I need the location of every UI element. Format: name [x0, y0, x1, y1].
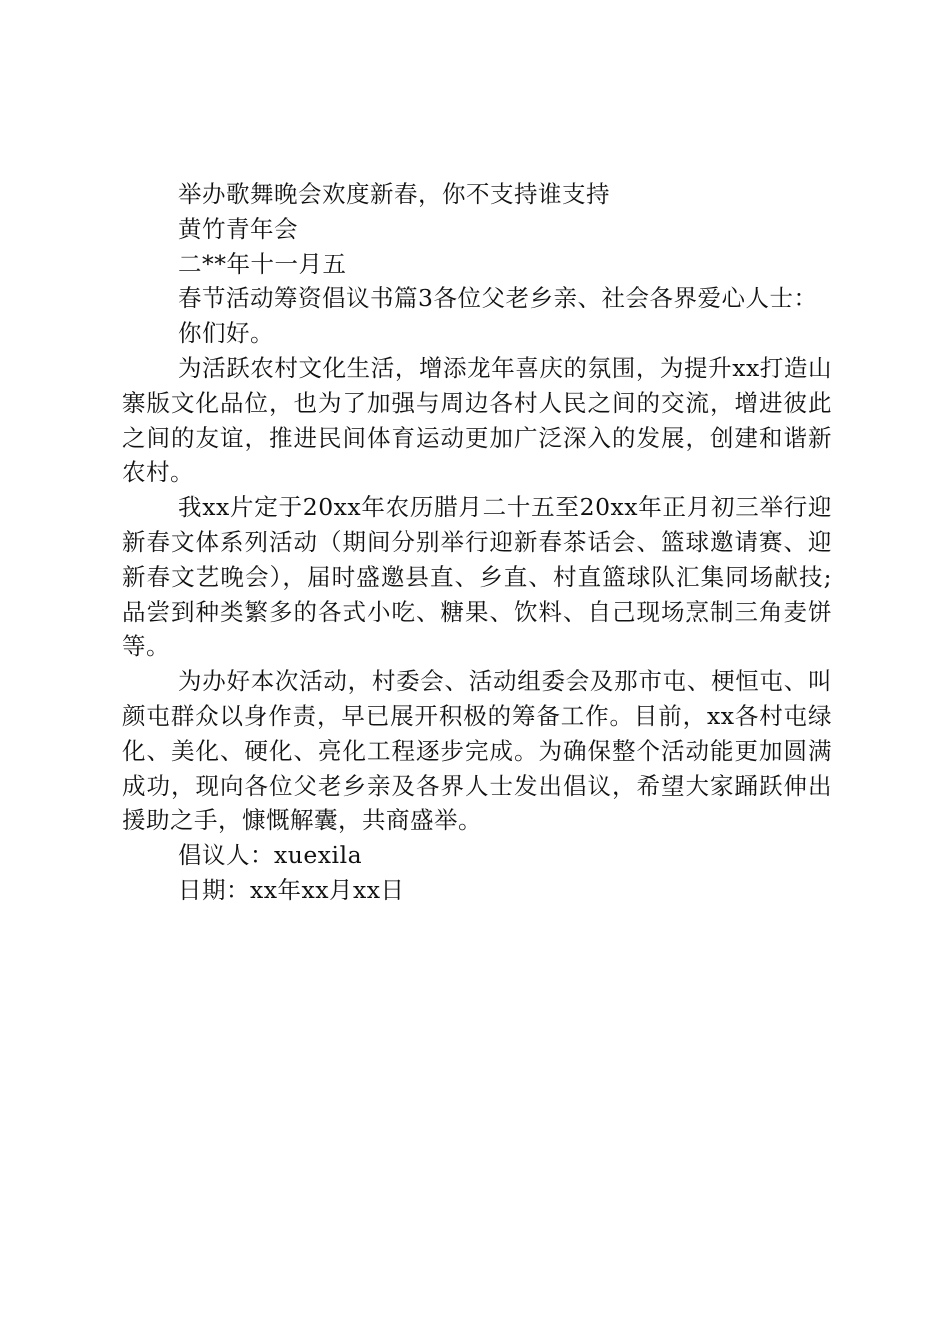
paragraph-event-slogan: 举办歌舞晚会欢度新春，你不支持谁支持: [178, 180, 610, 208]
paragraph-salutation: 春节活动筹资倡议书篇3各位父老乡亲、社会各界爱心人士：: [178, 284, 818, 313]
paragraph-purpose: 为活跃农村文化生活，增添龙年喜庆的氛围，为提升xx打造山寨版文化品位，也为了加强与周边各村人民之间的交流，增进彼此之间的友谊，推进民间体育运动更加广泛深入的发展，创建和谐新农村。: [122, 353, 832, 487]
paragraph-organizer: 黄竹青年会: [178, 214, 298, 243]
paragraph-appeal: 为办好本次活动，村委会、活动组委会及那市屯、梗恒屯、叫颜屯群众以身作责，早已展开积极的筹备工作。目前，xx各村屯绿化、美化、硬化、亮化工程逐步完成。为确保整个活动能更加圆满成功，现向各位父老乡亲及各界人士发出倡议，希望大家踊跃伸出援助之手，慷慨解囊，共商盛举。: [122, 667, 832, 835]
paragraph-signatory: 倡议人：xuexila: [178, 841, 363, 870]
paragraph-date-line: 二**年十一月五: [178, 249, 347, 278]
paragraph-greeting: 你们好。: [178, 319, 274, 348]
paragraph-signing-date: 日期：xx年xx月xx日: [178, 875, 405, 904]
paragraph-event-details: 我xx片定于20xx年农历腊月二十五至20xx年正月初三举行迎新春文体系列活动（期间分别举行迎新春茶话会、篮球邀请赛、迎新春文艺晚会），届时盛邀县直、乡直、村直篮球队汇集同场献技;品尝到种类繁多的各式小吃、糖果、饮料、自己现场烹制三角麦饼等。: [122, 493, 832, 661]
document-body: [122, 177, 832, 908]
